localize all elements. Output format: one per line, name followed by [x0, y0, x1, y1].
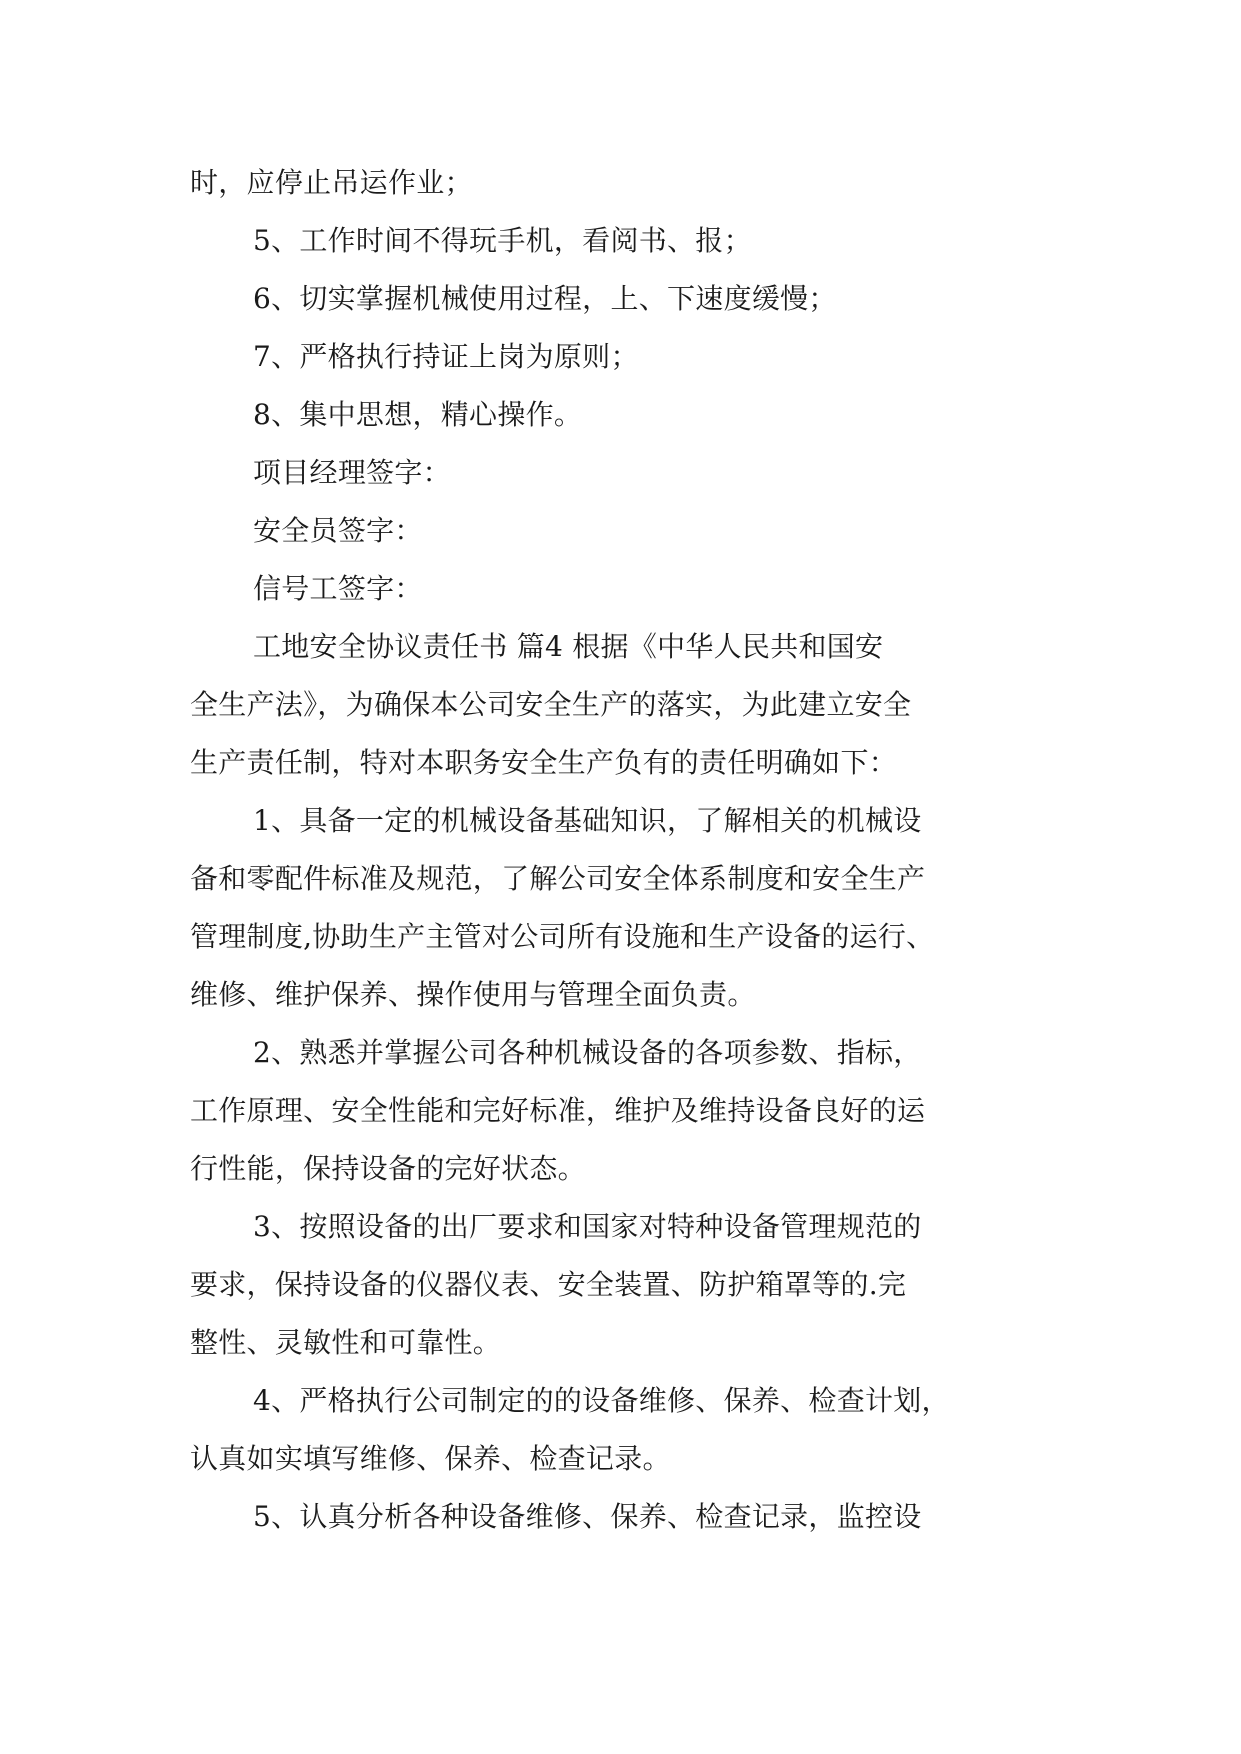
- text-line: 4、严格执行公司制定的的设备维修、保养、检查计划，: [253, 1384, 950, 1417]
- section-heading-line: 工地安全协议责任书 篇4 根据《中华人民共和国安: [253, 630, 884, 663]
- signature-line: 项目经理签字：: [253, 456, 451, 489]
- text-line: 全生产法》，为确保本公司安全生产的落实，为此建立安全: [190, 688, 912, 721]
- text-line: 5、工作时间不得玩手机，看阅书、报；: [253, 224, 752, 257]
- text-line: 1、具备一定的机械设备基础知识，了解相关的机械设: [253, 804, 922, 837]
- text-line: 要求，保持设备的仪器仪表、安全装置、防护箱罩等的.完: [190, 1268, 907, 1301]
- text-line: 8、集中思想，精心操作。: [253, 398, 583, 431]
- signature-line: 安全员签字：: [253, 514, 423, 547]
- text-line: 行性能，保持设备的完好状态。: [190, 1152, 586, 1185]
- text-line: 2、熟悉并掌握公司各种机械设备的各项参数、指标，: [253, 1036, 922, 1069]
- signature-line: 信号工签字：: [253, 572, 423, 605]
- text-line: 3、按照设备的出厂要求和国家对特种设备管理规范的: [253, 1210, 922, 1243]
- text-line: 7、严格执行持证上岗为原则；: [253, 340, 639, 373]
- text-line: 5、认真分析各种设备维修、保养、检查记录，监控设: [253, 1500, 922, 1533]
- text-line: 认真如实填写维修、保养、检查记录。: [190, 1442, 671, 1475]
- text-line: 整性、灵敏性和可靠性。: [190, 1326, 502, 1359]
- text-line: 工作原理、安全性能和完好标准，维护及维持设备良好的运: [190, 1094, 926, 1127]
- text-line: 时，应停止吊运作业；: [190, 166, 473, 199]
- text-line: 维修、维护保养、操作使用与管理全面负责。: [190, 978, 756, 1011]
- text-line: 生产责任制，特对本职务安全生产负有的责任明确如下：: [190, 746, 898, 779]
- text-line: 管理制度,协助生产主管对公司所有设施和生产设备的运行、: [190, 920, 935, 953]
- text-line: 备和零配件标准及规范，了解公司安全体系制度和安全生产: [190, 862, 926, 895]
- text-line: 6、切实掌握机械使用过程，上、下速度缓慢；: [253, 282, 837, 315]
